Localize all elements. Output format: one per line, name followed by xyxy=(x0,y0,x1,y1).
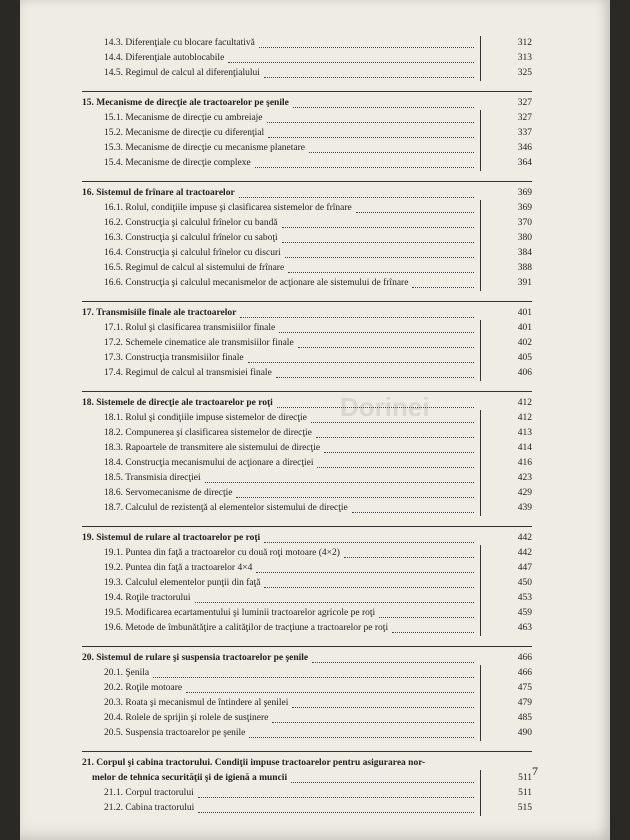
toc-page-number: 515 xyxy=(517,803,532,813)
page-column-rule xyxy=(480,36,481,81)
toc-subentry xyxy=(82,591,532,606)
toc-label: 16. Sistemul de frînare al tractoarelor xyxy=(82,188,235,198)
toc-subentry xyxy=(82,471,532,486)
toc-chapter xyxy=(82,96,532,111)
leader-dots xyxy=(316,436,474,438)
leader-dots xyxy=(356,211,474,213)
leader-dots xyxy=(298,346,474,348)
toc-label: 19.6. Metode de îmbunătăţire a calităţilor de tracţiune a tractoarelor pe roţi xyxy=(104,623,389,633)
toc-subentry xyxy=(82,666,532,681)
leader-dots xyxy=(239,196,474,198)
leader-dots xyxy=(195,601,474,603)
leader-dots xyxy=(276,376,474,378)
toc-label: 20.1. Şenila xyxy=(104,668,150,678)
page-column-rule xyxy=(480,770,481,816)
leader-dots xyxy=(288,271,474,273)
toc-label: 21. Corpul şi cabina tractorului. Condiţii impuse tractoarelor pentru asigurarea nor- xyxy=(82,758,426,768)
toc-subentry xyxy=(82,141,532,156)
toc-label: 21.2. Cabina tractorului xyxy=(104,803,195,813)
leader-dots xyxy=(240,316,474,318)
toc-label: 16.3. Construcţia şi calculul frînelor cu saboţi xyxy=(104,233,278,243)
toc-page-number: 466 xyxy=(517,653,532,663)
leader-dots xyxy=(205,481,474,483)
toc-page-number: 453 xyxy=(517,593,532,603)
toc-page-number: 388 xyxy=(517,263,532,273)
page-column-rule xyxy=(480,545,481,636)
toc-subentry xyxy=(82,726,532,741)
leader-dots xyxy=(344,556,474,558)
toc-chapter xyxy=(82,306,532,321)
toc-page-number: 369 xyxy=(517,203,532,213)
toc-subentry xyxy=(82,426,532,441)
leader-dots xyxy=(256,571,474,573)
toc-subentry xyxy=(82,126,532,141)
toc-label: 16.2. Construcţia şi calculul frînelor cu bandă xyxy=(104,218,278,228)
toc-label: 18.4. Construcţia mecanismului de acţionare a direcţiei xyxy=(104,458,314,468)
toc-label: 18.6. Servomecanisme de direcţie xyxy=(104,488,233,498)
toc-label: 17. Transmisiile finale ale tractoarelor xyxy=(82,308,237,318)
toc-label: melor de tehnica securităţii şi de igienă a muncii xyxy=(92,773,288,783)
leader-dots xyxy=(324,451,474,453)
toc-page-number: 447 xyxy=(517,563,532,573)
leader-dots xyxy=(259,46,474,48)
toc-subentry xyxy=(82,456,532,471)
toc-label: 21.1. Corpul tractorului xyxy=(104,788,194,798)
leader-dots xyxy=(379,616,474,618)
leader-dots xyxy=(264,76,474,78)
leader-dots xyxy=(268,136,474,138)
toc-label: 15.2. Mecanisme de direcţie cu diferenţial xyxy=(104,128,265,138)
section-divider xyxy=(82,301,532,302)
toc-page-number: 475 xyxy=(517,683,532,693)
section-divider xyxy=(82,646,532,647)
toc-label: 19.4. Roţile tractorului xyxy=(104,593,191,603)
toc-subentry xyxy=(82,111,532,126)
toc-subentry xyxy=(82,246,532,261)
toc-page-number: 442 xyxy=(517,533,532,543)
toc-chapter xyxy=(82,396,532,411)
leader-dots xyxy=(264,586,474,588)
page-column-rule xyxy=(480,320,481,381)
leader-dots xyxy=(309,151,474,153)
toc-subentry xyxy=(82,156,532,171)
leader-dots xyxy=(279,331,474,333)
toc-label: 20.2. Roţile motoare xyxy=(104,683,183,693)
toc-subentry xyxy=(82,366,532,381)
leader-dots xyxy=(267,121,474,123)
page-column-rule xyxy=(480,410,481,516)
toc-subentry xyxy=(82,681,532,696)
page-column-rule xyxy=(480,110,481,171)
toc-label: 15. Mecanisme de direcţie ale tractoarelor pe şenile xyxy=(82,98,289,108)
toc-subentry xyxy=(82,351,532,366)
toc-subentry xyxy=(82,36,532,51)
toc-page-number: 406 xyxy=(517,368,532,378)
leader-dots xyxy=(293,106,474,108)
toc-label: 19. Sistemul de rulare al tractoarelor pe roţi xyxy=(82,533,261,543)
toc-page-number: 413 xyxy=(517,428,532,438)
page-number: 7 xyxy=(532,764,538,778)
toc-page-number: 401 xyxy=(517,308,532,318)
page-column-rule xyxy=(480,200,481,291)
toc-subentry xyxy=(82,561,532,576)
toc-page-number: 416 xyxy=(517,458,532,468)
toc-subentry xyxy=(82,201,532,216)
toc-page-number: 414 xyxy=(517,443,532,453)
toc-label: 16.5. Regimul de calcul al sistemului de frînare xyxy=(104,263,285,273)
toc-subentry xyxy=(82,261,532,276)
toc-subentry xyxy=(82,501,532,516)
toc-page-number: 384 xyxy=(517,248,532,258)
toc-chapter xyxy=(82,186,532,201)
toc-label: 19.5. Modificarea ecartamentului şi luminii tractoarelor agricole pe roţi xyxy=(104,608,376,618)
leader-dots xyxy=(352,511,474,513)
toc-label: 14.4. Diferenţiale autoblocabile xyxy=(104,53,225,63)
toc-label: 18.5. Transmisia direcţiei xyxy=(104,473,201,483)
toc-subentry xyxy=(82,216,532,231)
toc-subentry xyxy=(82,696,532,711)
toc-subentry xyxy=(82,66,532,81)
toc-subentry xyxy=(82,321,532,336)
toc-label: 17.1. Rolul şi clasificarea transmisiilor finale xyxy=(104,323,276,333)
toc-page-number: 369 xyxy=(517,188,532,198)
toc-page-number: 412 xyxy=(517,398,532,408)
toc-chapter xyxy=(82,756,532,771)
toc-page-number: 511 xyxy=(518,773,532,783)
leader-dots xyxy=(248,361,474,363)
section-divider xyxy=(82,526,532,527)
toc-label: 17.3. Construcţia transmisiilor finale xyxy=(104,353,244,363)
toc-subentry xyxy=(82,441,532,456)
leader-dots xyxy=(282,241,474,243)
toc-page-number: 429 xyxy=(517,488,532,498)
toc-label: 18. Sistemele de direcţie ale tractoarelor pe roţi xyxy=(82,398,273,408)
toc-subentry xyxy=(82,711,532,726)
toc-label: 16.4. Construcţia şi calculul frînelor cu discuri xyxy=(104,248,281,258)
toc-page-number: 439 xyxy=(517,503,532,513)
toc-page-number: 450 xyxy=(517,578,532,588)
toc-page-number: 485 xyxy=(517,713,532,723)
toc-subentry xyxy=(82,231,532,246)
section-divider xyxy=(82,391,532,392)
toc-page-number: 364 xyxy=(517,158,532,168)
toc-page-number: 490 xyxy=(517,728,532,738)
toc-chapter xyxy=(82,771,532,786)
toc-subentry xyxy=(82,411,532,426)
leader-dots xyxy=(392,631,474,633)
toc-page-number: 327 xyxy=(517,98,532,108)
leader-dots xyxy=(412,286,474,288)
toc-label: 19.3. Calculul elementelor punţii din faţă xyxy=(104,578,261,588)
toc-label: 20. Sistemul de rulare şi suspensia tractoarelor pe şenile xyxy=(82,653,309,663)
leader-dots xyxy=(312,661,474,663)
toc-subentry xyxy=(82,801,532,816)
toc-page-number: 459 xyxy=(517,608,532,618)
toc-label: 18.7. Calculul de rezistenţă al elementelor sistemului de direcţie xyxy=(104,503,348,513)
toc-page-number: 346 xyxy=(517,143,532,153)
toc-page-number: 466 xyxy=(517,668,532,678)
toc-page-number: 479 xyxy=(517,698,532,708)
leader-dots xyxy=(291,781,474,783)
toc-label: 15.3. Mecanisme de direcţie cu mecanisme planetare xyxy=(104,143,305,153)
leader-dots xyxy=(198,796,474,798)
toc-page-number: 442 xyxy=(517,548,532,558)
toc-page-number: 327 xyxy=(517,113,532,123)
toc-page-number: 337 xyxy=(517,128,532,138)
toc-page-number: 511 xyxy=(518,788,532,798)
toc-subentry xyxy=(82,51,532,66)
toc-page-number: 402 xyxy=(517,338,532,348)
leader-dots xyxy=(236,496,474,498)
leader-dots xyxy=(292,706,474,708)
toc-page-number: 313 xyxy=(517,53,532,63)
leader-dots xyxy=(264,541,474,543)
section-divider xyxy=(82,181,532,182)
toc-label: 18.3. Rapoartele de transmitere ale sistemului de direcţie xyxy=(104,443,321,453)
section-divider xyxy=(82,91,532,92)
toc-label: 20.3. Roata şi mecanismul de întindere al şenilei xyxy=(104,698,289,708)
toc-page-number: 370 xyxy=(517,218,532,228)
toc-label: 14.5. Regimul de calcul al diferenţialului xyxy=(104,68,260,78)
toc-subentry xyxy=(82,486,532,501)
leader-dots xyxy=(153,676,474,678)
toc-page-number: 423 xyxy=(517,473,532,483)
toc-label: 19.2. Puntea din faţă a tractoarelor 4×4 xyxy=(104,563,253,573)
book-page xyxy=(20,0,610,840)
toc-page-number: 412 xyxy=(517,413,532,423)
toc-label: 16.6. Construcţia şi calculul mecanismelor de acţionare ale sistemului de frînare xyxy=(104,278,409,288)
leader-dots xyxy=(228,61,474,63)
leader-dots xyxy=(317,466,474,468)
watermark: Dorinei xyxy=(340,392,430,422)
toc-label: 15.4. Mecanisme de direcţie complexe xyxy=(104,158,251,168)
toc-subentry xyxy=(82,546,532,561)
toc-label: 17.4. Regimul de calcul al transmisiei finale xyxy=(104,368,272,378)
toc-subentry xyxy=(82,606,532,621)
toc-label: 20.5. Suspensia tractoarelor pe şenile xyxy=(104,728,246,738)
toc-page-number: 325 xyxy=(517,68,532,78)
toc-page-number: 401 xyxy=(517,323,532,333)
toc-label: 20.4. Rolele de sprijin şi rolele de susţinere xyxy=(104,713,269,723)
toc-chapter xyxy=(82,651,532,666)
toc-label: 18.1. Rolul şi condiţiile impuse sistemelor de direcţie xyxy=(104,413,307,423)
toc-label: 16.1. Rolul, condiţiile impuse şi clasificarea sistemelor de frînare xyxy=(104,203,352,213)
toc-label: 15.1. Mecanisme de direcţie cu ambreiaje xyxy=(104,113,263,123)
toc-page-number: 463 xyxy=(517,623,532,633)
toc-subentry xyxy=(82,336,532,351)
leader-dots xyxy=(272,721,474,723)
toc-chapter xyxy=(82,531,532,546)
toc-label: 17.2. Schemele cinematice ale transmisiilor finale xyxy=(104,338,294,348)
leader-dots xyxy=(198,811,474,813)
leader-dots xyxy=(282,226,474,228)
page-column-rule xyxy=(480,665,481,741)
toc-label: 19.1. Puntea din faţă a tractoarelor cu două roţi motoare (4×2) xyxy=(104,548,340,558)
toc-label: 18.2. Compunerea şi clasificarea sistemelor de direcţie xyxy=(104,428,312,438)
leader-dots xyxy=(186,691,474,693)
toc-subentry xyxy=(82,621,532,636)
toc-subentry xyxy=(82,276,532,291)
toc-page-number: 312 xyxy=(517,38,532,48)
toc-page-number: 391 xyxy=(517,278,532,288)
leader-dots xyxy=(285,256,474,258)
toc-subentry xyxy=(82,786,532,801)
toc-label: 14.3. Diferenţiale cu blocare facultativă xyxy=(104,38,255,48)
leader-dots xyxy=(255,166,474,168)
toc-page-number: 380 xyxy=(517,233,532,243)
leader-dots xyxy=(249,736,474,738)
toc-page-number: 405 xyxy=(517,353,532,363)
toc-subentry xyxy=(82,576,532,591)
section-divider xyxy=(82,751,532,752)
